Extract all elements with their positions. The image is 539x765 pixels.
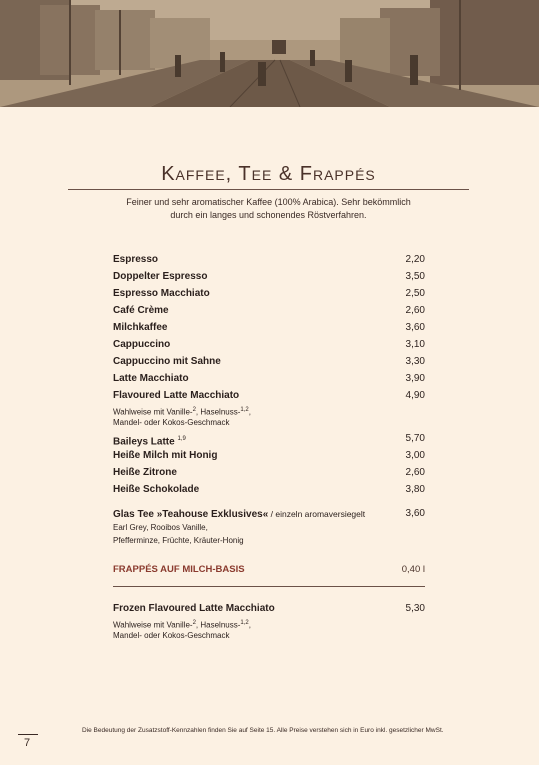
item-name: Heiße Zitrone	[113, 467, 177, 478]
item-name: Cappuccino	[113, 339, 171, 350]
additive-number: 2	[192, 620, 196, 626]
item-name: Doppelter Espresso	[113, 271, 208, 282]
note-text: Wahlweise mit Vanille-	[113, 620, 193, 630]
item-price: 3,10	[405, 339, 425, 350]
item-price: 4,90	[405, 390, 425, 401]
additive-number: 1,2	[240, 620, 249, 626]
note-text: , Haselnuss-	[195, 620, 241, 630]
menu-item	[113, 507, 425, 521]
item-name-text: Baileys Latte	[113, 436, 175, 448]
page-number: 7	[24, 737, 31, 749]
additive-number: 2	[192, 407, 196, 413]
menu-item	[113, 372, 425, 386]
item-name	[113, 432, 186, 449]
item-name	[113, 507, 365, 522]
note-text: , Haselnuss-	[195, 407, 241, 417]
item-name: Cappuccino mit Sahne	[113, 356, 221, 367]
item-note: Pfefferminze, Früchte, Kräuter-Honig	[113, 536, 244, 545]
item-price: 2,20	[405, 254, 425, 265]
menu-item	[113, 338, 425, 352]
item-name: Milchkaffee	[113, 322, 168, 333]
menu-item	[113, 466, 425, 480]
item-price: 5,70	[405, 433, 425, 444]
frappe-section-header	[113, 563, 425, 577]
page-title: Kaffee, Tee & Frappés	[161, 163, 376, 185]
item-price: 3,30	[405, 356, 425, 367]
item-name: Espresso	[113, 254, 159, 265]
subtitle-line: durch ein langes und schonendes Röstverfahren.	[170, 210, 367, 220]
note-text: Wahlweise mit Vanille-	[113, 407, 193, 417]
item-price: 3,00	[405, 450, 425, 461]
page-number-rule	[18, 734, 38, 735]
section-divider	[113, 586, 425, 587]
menu-item	[113, 602, 425, 616]
additive-number: 1,9	[177, 436, 186, 442]
item-name: Latte Macchiato	[113, 373, 189, 384]
item-note: Mandel- oder Kokos-Geschmack	[113, 418, 230, 427]
menu-item	[113, 483, 425, 497]
item-note: Earl Grey, Rooibos Vanille,	[113, 523, 208, 532]
item-name: Heiße Schokolade	[113, 484, 200, 495]
item-name-extra: / einzeln aromaversiegelt	[268, 509, 366, 519]
note-text: ,	[248, 620, 251, 630]
item-note: Mandel- oder Kokos-Geschmack	[113, 631, 230, 640]
note-text: ,	[248, 407, 251, 417]
item-name: Flavoured Latte Macchiato	[113, 390, 240, 401]
item-price: 3,50	[405, 271, 425, 282]
item-price: 3,60	[405, 508, 425, 519]
menu-item	[113, 253, 425, 267]
menu-item	[113, 270, 425, 284]
item-price: 3,80	[405, 484, 425, 495]
item-price: 3,60	[405, 322, 425, 333]
item-name: Heiße Milch mit Honig	[113, 450, 218, 461]
item-price: 3,90	[405, 373, 425, 384]
title-divider	[68, 189, 469, 190]
street-scene-image	[0, 0, 539, 107]
menu-item	[113, 304, 425, 318]
header-photo	[0, 0, 539, 107]
item-name: Café Crème	[113, 305, 169, 316]
item-name: Espresso Macchiato	[113, 288, 210, 299]
menu-item	[113, 321, 425, 335]
menu-item	[113, 287, 425, 301]
menu-item	[113, 389, 425, 403]
item-price: 2,50	[405, 288, 425, 299]
footer-note: Die Bedeutung der Zusatzstoff-Kennzahlen finden Sie auf Seite 15. Alle Preise verstehen sich in Euro inkl. gesetzlicher MwSt.	[82, 727, 444, 734]
section-size: 0,40 l	[401, 564, 425, 575]
subtitle-line: Feiner und sehr aromatischer Kaffee (100% Arabica). Sehr bekömmlich	[126, 197, 411, 207]
item-price: 2,60	[405, 467, 425, 478]
additive-number: 1,2	[240, 407, 249, 413]
menu-item	[113, 355, 425, 369]
item-name-text: Glas Tee »Teahouse Exklusives«	[113, 509, 269, 520]
item-price: 5,30	[405, 603, 425, 614]
section-label: FRAPPÉS AUF MILCH-BASIS	[113, 564, 245, 575]
page-subtitle	[100, 196, 437, 222]
item-price: 2,60	[405, 305, 425, 316]
menu-item	[113, 432, 425, 446]
item-name: Frozen Flavoured Latte Macchiato	[113, 603, 275, 614]
menu-item	[113, 449, 425, 463]
